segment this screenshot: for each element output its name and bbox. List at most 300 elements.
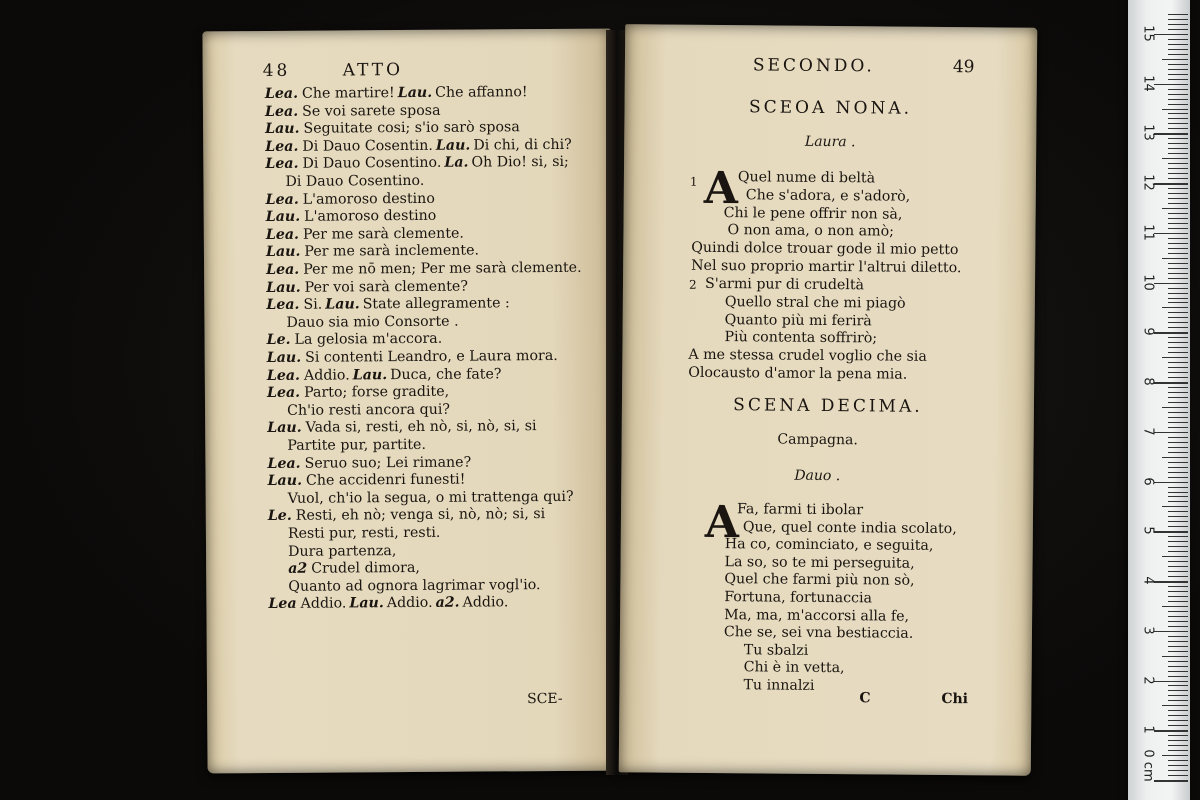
- line-text: Addio.: [462, 594, 509, 612]
- ruler-tick: [1168, 591, 1188, 592]
- line-text: Vada si, resti, eh nò, si, nò, si, si: [305, 418, 537, 437]
- line-text: Parto; forse gradite,: [304, 383, 450, 401]
- ruler-label: 12: [1140, 174, 1156, 191]
- ruler-tick: [1154, 780, 1188, 782]
- ruler-tick: [1168, 695, 1188, 696]
- speaker-label: Lau.: [352, 366, 388, 383]
- line-text: Ch'io resti ancora qui?: [287, 401, 451, 419]
- ruler-tick: [1168, 472, 1188, 473]
- ruler-tick: [1168, 89, 1188, 90]
- speaker-label: La.: [444, 154, 469, 172]
- ruler-tick: [1154, 233, 1188, 235]
- ruler-tick: [1168, 148, 1188, 149]
- ruler-tick: [1162, 158, 1188, 159]
- line-text: Per me sarà inclemente.: [304, 242, 480, 261]
- ruler-tick: [1168, 626, 1188, 627]
- line-text: Si.: [303, 296, 323, 313]
- left-running-head: ATTO: [342, 60, 404, 81]
- ruler-tick: [1168, 621, 1188, 622]
- speaker-label: Lau.: [266, 279, 301, 296]
- ruler-tick: [1168, 362, 1188, 363]
- line-text: Seguitate cosi; s'io sarò sposa: [303, 119, 520, 137]
- line-text: Che affanno!: [435, 84, 528, 101]
- ruler-tick: [1168, 273, 1188, 274]
- verse-line: Chi è in vetta,: [743, 659, 845, 677]
- ruler-tick: [1168, 24, 1188, 25]
- ruler-label: 3: [1140, 626, 1156, 635]
- ruler-tick: [1168, 442, 1188, 443]
- stanza-number-2: 2: [688, 277, 697, 292]
- ruler-tick: [1168, 661, 1188, 662]
- verse-line: Quel che farmi più non sò,: [724, 571, 915, 590]
- ruler-label: 13: [1140, 124, 1156, 142]
- speaker-label: Lau.: [266, 349, 302, 366]
- ruler-tick: [1168, 14, 1188, 15]
- ruler-tick: [1168, 377, 1188, 378]
- ruler-tick: [1168, 138, 1188, 139]
- ruler-tick: [1168, 546, 1188, 547]
- verse-line: Nel suo proprio martir l'altrui diletto.: [691, 257, 962, 277]
- dialogue-line: [266, 294, 510, 314]
- ruler-tick: [1168, 173, 1188, 174]
- verse-line: Quanto più mi ferirà: [724, 311, 872, 329]
- ruler-tick: [1168, 750, 1188, 751]
- ruler-tick: [1168, 337, 1188, 338]
- dialogue-line: [286, 312, 458, 331]
- ruler-tick: [1168, 467, 1188, 468]
- speaker-label: a2.: [435, 595, 460, 612]
- line-text: Seruo suo; Lei rimane?: [304, 454, 472, 472]
- ruler-tick: [1168, 715, 1188, 716]
- measurement-ruler: [1128, 0, 1190, 800]
- drop-cap-dauo: A: [704, 496, 740, 549]
- ruler-tick: [1168, 690, 1188, 691]
- ruler-tick: [1162, 457, 1188, 458]
- ruler-tick: [1168, 710, 1188, 711]
- left-page-number: 48: [262, 60, 291, 82]
- dialogue-line: [287, 436, 426, 455]
- ruler-label: 8: [1140, 377, 1156, 386]
- ruler-label: 7: [1140, 427, 1156, 436]
- ruler-tick: [1168, 193, 1188, 194]
- dialogue-line: [288, 524, 441, 543]
- speaker-label: Lea.: [265, 138, 299, 155]
- dialogue-line: [267, 383, 449, 402]
- ruler-label: 1: [1140, 725, 1156, 734]
- speaker-label: Lea.: [264, 85, 299, 102]
- ruler-tick: [1154, 34, 1188, 36]
- ruler-tick: [1168, 496, 1188, 497]
- line-text: Partite pur, partite.: [287, 436, 426, 454]
- ruler-tick: [1154, 84, 1188, 86]
- verse-line: Tu innalzi: [743, 677, 815, 694]
- ruler-tick: [1168, 322, 1188, 323]
- ruler-tick: [1168, 526, 1188, 527]
- line-text: Dauo sia mio Consorte .: [286, 313, 459, 331]
- ruler-tick: [1168, 551, 1188, 552]
- line-text: Dura partenza,: [287, 542, 397, 560]
- scene-title-decima: SCENA DECIMA.: [733, 395, 923, 417]
- ruler-tick: [1168, 123, 1188, 124]
- ruler-tick: [1168, 118, 1188, 119]
- ruler-tick: [1162, 606, 1188, 607]
- line-text: Di Dauo Cosentino.: [302, 155, 442, 173]
- ruler-tick: [1168, 248, 1188, 249]
- dialogue-line: [288, 542, 396, 561]
- ruler-tick: [1168, 561, 1188, 562]
- line-text: Per me nō men; Per me sarà clemente.: [303, 259, 582, 278]
- ruler-tick: [1168, 302, 1188, 303]
- dialogue-line: [268, 594, 508, 614]
- ruler-tick: [1168, 671, 1188, 672]
- ruler-tick: [1168, 501, 1188, 502]
- ruler-tick: [1168, 566, 1188, 567]
- dialogue-line: [267, 418, 537, 438]
- speaker-label: Lau.: [435, 137, 471, 154]
- ruler-tick: [1154, 581, 1188, 583]
- ruler-tick: [1168, 178, 1188, 179]
- verse-line: Que, quel conte india scolato,: [742, 518, 957, 537]
- ruler-tick: [1162, 307, 1188, 308]
- speaker-label: Lea: [268, 596, 297, 613]
- scene-title-nona: SCEOA NONA.: [748, 97, 913, 119]
- ruler-label: 0 cm: [1140, 749, 1156, 782]
- line-text: La gelosia m'accora.: [294, 331, 443, 349]
- ruler-tick: [1154, 482, 1188, 484]
- ruler-tick: [1168, 676, 1188, 677]
- ruler-label: 14: [1140, 74, 1156, 92]
- character-dauo: Dauo .: [794, 467, 841, 485]
- ruler-tick: [1168, 541, 1188, 542]
- verse-line: Ma, ma, m'accorsi alla fe,: [724, 606, 910, 625]
- ruler-tick: [1168, 352, 1188, 353]
- ruler-tick: [1168, 646, 1188, 647]
- line-text: Per voi sarà clemente?: [304, 278, 468, 296]
- line-text: Vuol, ch'io la segua, o mi trattenga qui?: [287, 488, 574, 507]
- ruler-tick: [1162, 109, 1188, 110]
- dialogue-line: [285, 172, 424, 191]
- ruler-tick: [1168, 213, 1188, 214]
- character-laura: Laura .: [804, 133, 856, 151]
- verse-line: O non ama, o non amò;: [727, 222, 895, 240]
- line-text: Che accidenri funesti!: [305, 471, 466, 489]
- line-text: Per me sarà clemente.: [302, 225, 464, 243]
- ruler-tick: [1168, 452, 1188, 453]
- dialogue-line: [267, 365, 502, 385]
- ruler-tick: [1168, 243, 1188, 244]
- ruler-tick: [1168, 700, 1188, 701]
- ruler-tick: [1154, 730, 1188, 732]
- ruler-tick: [1168, 586, 1188, 587]
- ruler-tick: [1154, 133, 1188, 135]
- ruler-tick: [1168, 19, 1188, 20]
- ruler-tick: [1162, 506, 1188, 507]
- ruler-tick: [1168, 298, 1188, 299]
- ruler-tick: [1168, 278, 1188, 279]
- ruler-tick: [1168, 412, 1188, 413]
- dialogue-line: [265, 153, 569, 173]
- ruler-tick: [1162, 258, 1188, 259]
- right-running-head: SECONDO.: [752, 55, 875, 77]
- ruler-tick: [1168, 725, 1188, 726]
- ruler-tick: [1154, 382, 1188, 384]
- ruler-tick: [1154, 332, 1188, 334]
- ruler-tick: [1154, 183, 1188, 185]
- ruler-tick: [1168, 372, 1188, 373]
- ruler-tick: [1168, 745, 1188, 746]
- verse-line: Che s'adora, e s'adorò,: [745, 187, 911, 205]
- right-page: [619, 24, 1038, 776]
- dialogue-line: [266, 277, 468, 296]
- ruler-tick: [1168, 218, 1188, 219]
- line-text: Si contenti Leandro, e Laura mora.: [305, 347, 558, 366]
- ruler-tick: [1168, 511, 1188, 512]
- speaker-label: Lea.: [266, 367, 301, 384]
- speaker-label: Lau.: [397, 84, 433, 102]
- ruler-tick: [1168, 99, 1188, 100]
- line-text: Addio.: [303, 367, 350, 384]
- ruler-tick: [1168, 616, 1188, 617]
- verse-line: Fa, farmi ti ibolar: [736, 501, 864, 519]
- verse-line: Ha co, cominciato, e seguita,: [724, 536, 934, 555]
- ruler-tick: [1168, 477, 1188, 478]
- ruler-tick: [1168, 263, 1188, 264]
- ruler-tick: [1154, 432, 1188, 434]
- ruler-tick: [1168, 720, 1188, 721]
- right-catchword: Chi: [941, 691, 969, 708]
- line-text: Oh Dio! si, si;: [471, 154, 569, 171]
- ruler-tick: [1168, 462, 1188, 463]
- ruler-tick: [1168, 44, 1188, 45]
- dialogue-line: [267, 453, 471, 472]
- ruler-label: 6: [1140, 476, 1156, 486]
- dialogue-line: [287, 401, 450, 420]
- dialogue-line: [268, 505, 545, 525]
- ruler-tick: [1168, 422, 1188, 423]
- ruler-tick: [1168, 775, 1188, 776]
- ruler-tick: [1168, 347, 1188, 348]
- ruler-tick: [1168, 293, 1188, 294]
- speaker-label: Lau.: [267, 420, 302, 437]
- verse-line: A me stessa crudel voglio che sia: [688, 346, 927, 366]
- ruler-label: 5: [1140, 526, 1156, 535]
- ruler-tick: [1168, 198, 1188, 199]
- ruler-tick: [1168, 740, 1188, 741]
- ruler-tick: [1168, 417, 1188, 418]
- ruler-label: 4: [1140, 576, 1156, 585]
- ruler-label: 10: [1140, 273, 1156, 291]
- left-catchword: SCE-: [527, 690, 563, 708]
- ruler-tick: [1162, 755, 1188, 756]
- ruler-tick: [1168, 641, 1188, 642]
- ruler-tick: [1168, 104, 1188, 105]
- speaker-label: Lea.: [265, 156, 299, 173]
- speaker-label: Lau.: [267, 472, 303, 490]
- speaker-label: Lau.: [265, 244, 301, 261]
- ruler-tick: [1168, 153, 1188, 154]
- verse-line: Fortuna, fortunaccia: [724, 589, 873, 607]
- ruler-tick: [1162, 208, 1188, 209]
- signature-mark: C: [859, 690, 871, 707]
- ruler-tick: [1168, 437, 1188, 438]
- speaker-label: Lau.: [349, 595, 384, 612]
- speaker-label: Lau.: [325, 296, 360, 313]
- scene-place: Campagna.: [777, 431, 858, 449]
- ruler-tick: [1162, 59, 1188, 60]
- speaker-label: Lea.: [267, 455, 301, 472]
- ruler-tick: [1168, 516, 1188, 517]
- speaker-label: Lea.: [266, 384, 301, 402]
- ruler-tick: [1168, 74, 1188, 75]
- line-text: L'amoroso destino: [304, 207, 437, 225]
- line-text: State allegramente :: [362, 295, 510, 313]
- ruler-tick: [1168, 327, 1188, 328]
- line-text: Di Dauo Cosentino.: [285, 172, 425, 190]
- ruler-tick: [1168, 571, 1188, 572]
- line-text: Di chi, di chi?: [473, 136, 572, 154]
- ruler-tick: [1168, 636, 1188, 637]
- ruler-tick: [1168, 427, 1188, 428]
- ruler-tick: [1168, 447, 1188, 448]
- ruler-tick: [1162, 556, 1188, 557]
- dialogue-line: [267, 347, 558, 367]
- ruler-tick: [1168, 492, 1188, 493]
- ruler-label: 11: [1140, 224, 1156, 241]
- speaker-label: Le.: [267, 508, 292, 525]
- ruler-label: 9: [1140, 327, 1156, 336]
- ruler-tick: [1168, 163, 1188, 164]
- ruler-tick: [1168, 317, 1188, 318]
- ruler-tick: [1168, 54, 1188, 55]
- ruler-tick: [1154, 631, 1188, 633]
- verse-line: Più contenta soffrirò;: [724, 329, 878, 347]
- ruler-label: 2: [1140, 675, 1156, 685]
- ruler-tick: [1168, 576, 1188, 577]
- line-text: Duca, che fate?: [390, 365, 502, 383]
- ruler-tick: [1168, 29, 1188, 30]
- ruler-tick: [1168, 188, 1188, 189]
- dialogue-line: [265, 118, 520, 138]
- dialogue-line: [288, 576, 540, 596]
- ruler-tick: [1168, 521, 1188, 522]
- ruler-tick: [1168, 387, 1188, 388]
- ruler-tick: [1168, 765, 1188, 766]
- verse-line: S'armi pur di crudeltà: [704, 275, 865, 294]
- ruler-tick: [1162, 705, 1188, 706]
- line-text: Che martire!: [301, 85, 395, 102]
- ruler-tick: [1168, 735, 1188, 736]
- line-text: Resti, eh nò; venga si, nò, nò; si, si: [295, 506, 546, 525]
- ruler-tick: [1168, 268, 1188, 269]
- ruler-tick: [1168, 651, 1188, 652]
- line-text: Di Dauo Cosentin.: [302, 137, 433, 155]
- line-text: L'amoroso destino: [302, 190, 435, 208]
- dialogue-line: [267, 330, 443, 349]
- ruler-tick: [1168, 288, 1188, 289]
- ruler-tick: [1154, 283, 1188, 285]
- ruler-tick: [1168, 128, 1188, 129]
- ruler-tick: [1168, 487, 1188, 488]
- ruler-label: 15: [1140, 25, 1156, 42]
- verse-line: Che se, sei vna bestiaccia.: [723, 624, 914, 642]
- ruler-tick: [1168, 397, 1188, 398]
- ruler-tick: [1168, 49, 1188, 50]
- dialogue-line: [266, 242, 479, 261]
- line-text: Se voi sarete sposa: [302, 102, 441, 120]
- ruler-tick: [1168, 228, 1188, 229]
- speaker-label: Lea.: [264, 103, 299, 120]
- speaker-label: Lau.: [265, 208, 301, 226]
- dialogue-line: [266, 207, 437, 226]
- ruler-tick: [1168, 64, 1188, 65]
- dialogue-line: [267, 471, 465, 490]
- ruler-tick: [1168, 367, 1188, 368]
- verse-line: Tu sbalzi: [743, 642, 809, 659]
- right-page-number: 49: [952, 57, 975, 78]
- ruler-tick: [1168, 94, 1188, 95]
- verse-line: Quel nume di beltà: [737, 169, 876, 187]
- ruler-tick: [1162, 656, 1188, 657]
- verse-line: Quindi dolce trouar gode il mio petto: [691, 239, 959, 259]
- ruler-tick: [1168, 39, 1188, 40]
- dialogue-line: [265, 83, 528, 103]
- verse-line: La so, so te mi perseguita,: [724, 553, 915, 572]
- ruler-tick: [1154, 681, 1188, 683]
- ruler-tick: [1168, 685, 1188, 686]
- line-text: Addio.: [300, 595, 347, 613]
- line-text: Quanto ad ognora lagrimar vogl'io.: [288, 576, 541, 595]
- ruler-tick: [1168, 69, 1188, 70]
- ruler-tick: [1168, 392, 1188, 393]
- ruler-tick: [1168, 596, 1188, 597]
- ruler-tick: [1168, 79, 1188, 80]
- ruler-tick: [1168, 611, 1188, 612]
- ruler-tick: [1162, 407, 1188, 408]
- verse-line: Quello stral che mi piagò: [724, 293, 906, 312]
- dialogue-line: [265, 101, 441, 120]
- ruler-tick: [1168, 168, 1188, 169]
- verse-line: Chi le pene offrir non sà,: [723, 204, 903, 223]
- ruler-tick: [1168, 238, 1188, 239]
- ruler-tick: [1168, 760, 1188, 761]
- speaker-label: Le.: [266, 332, 291, 349]
- left-page: [202, 29, 615, 774]
- ruler-tick: [1168, 601, 1188, 602]
- verse-line: Olocausto d'amor la pena mia.: [688, 364, 908, 383]
- drop-cap-laura: A: [703, 162, 739, 215]
- ruler-tick: [1168, 312, 1188, 313]
- ruler-tick: [1168, 113, 1188, 114]
- ruler-tick: [1168, 770, 1188, 771]
- speaker-label: Lea.: [266, 296, 300, 314]
- ruler-tick: [1168, 253, 1188, 254]
- line-text: Addio.: [386, 595, 433, 612]
- ruler-tick: [1168, 342, 1188, 343]
- stanza-number-1: 1: [689, 174, 698, 189]
- line-text: Resti pur, resti, resti.: [287, 524, 441, 542]
- ruler-tick: [1168, 143, 1188, 144]
- ruler-tick: [1168, 203, 1188, 204]
- ruler-tick: [1168, 666, 1188, 667]
- ruler-tick: [1162, 357, 1188, 358]
- speaker-label: Lau.: [265, 120, 300, 138]
- speaker-label: Lea.: [265, 191, 299, 208]
- ruler-tick: [1168, 402, 1188, 403]
- ruler-tick: [1168, 223, 1188, 224]
- ruler-tick: [1168, 536, 1188, 537]
- dialogue-line: [266, 224, 464, 243]
- line-text: Crudel dimora,: [311, 560, 420, 577]
